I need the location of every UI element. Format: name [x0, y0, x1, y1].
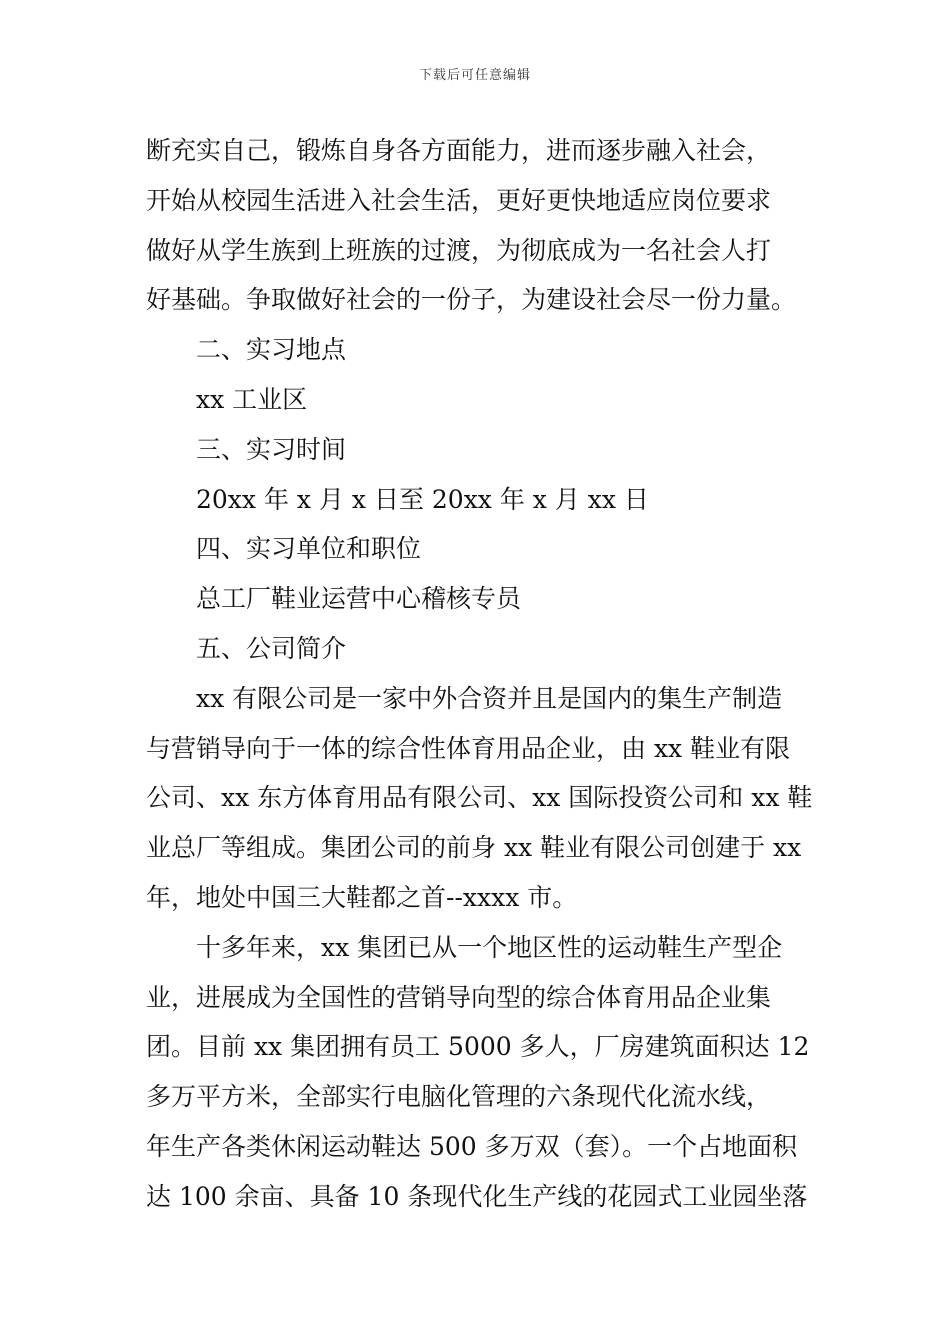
text-line: 年，地处中国三大鞋都之首--xxxx 市。 — [146, 882, 578, 912]
paragraph-start: xx 有限公司是一家中外合资并且是国内的集生产制造 — [196, 683, 783, 713]
section-heading: 二、实习地点 — [196, 335, 347, 365]
page-header: 下载后可任意编辑 — [418, 68, 531, 83]
text-line: 断充实自己，锻炼自身各方面能力，进而逐步融入社会， — [146, 136, 772, 165]
text-line: 总工厂鞋业运营中心稽核专员 — [196, 584, 522, 614]
text-line: 与营销导向于一体的综合性体育用品企业，由 xx 鞋业有限 — [146, 733, 791, 763]
paragraph-start: 十多年来，xx 集团已从一个地区性的运动鞋生产型企 — [196, 932, 783, 962]
text-line: 年生产各类休闲运动鞋达 500 多万双（套）。一个占地面积 — [146, 1131, 798, 1161]
text-line: 业，进展成为全国性的营销导向型的综合体育用品企业集 — [146, 982, 772, 1012]
text-line: 业总厂等组成。集团公司的前身 xx 鞋业有限公司创建于 xx — [146, 833, 802, 863]
section-heading: 四、实习单位和职位 — [196, 534, 422, 564]
text-line: 公司、xx 东方体育用品有限公司、xx 国际投资公司和 xx 鞋 — [146, 783, 813, 813]
text-line: 好基础。争取做好社会的一份子，为建设社会尽一份力量。 — [146, 285, 797, 315]
text-line: 达 100 余亩、具备 10 条现代化生产线的花园式工业园坐落 — [146, 1181, 808, 1211]
text-line: 开始从校园生活进入社会生活，更好更快地适应岗位要求 — [146, 185, 772, 215]
text-line: 做好从学生族到上班族的过渡，为彻底成为一名社会人打 — [146, 235, 772, 265]
text-line: 多万平方米，全部实行电脑化管理的六条现代化流水线， — [146, 1082, 772, 1112]
section-heading: 三、实习时间 — [196, 434, 347, 464]
text-line: xx 工业区 — [196, 384, 308, 414]
section-heading: 五、公司简介 — [196, 633, 347, 663]
text-line: 团。目前 xx 集团拥有员工 5000 多人，厂房建筑面积达 12 — [146, 1032, 810, 1062]
text-line: 20xx 年 x 月 x 日至 20xx 年 x 月 xx 日 — [196, 484, 649, 514]
document-body — [146, 126, 812, 1222]
